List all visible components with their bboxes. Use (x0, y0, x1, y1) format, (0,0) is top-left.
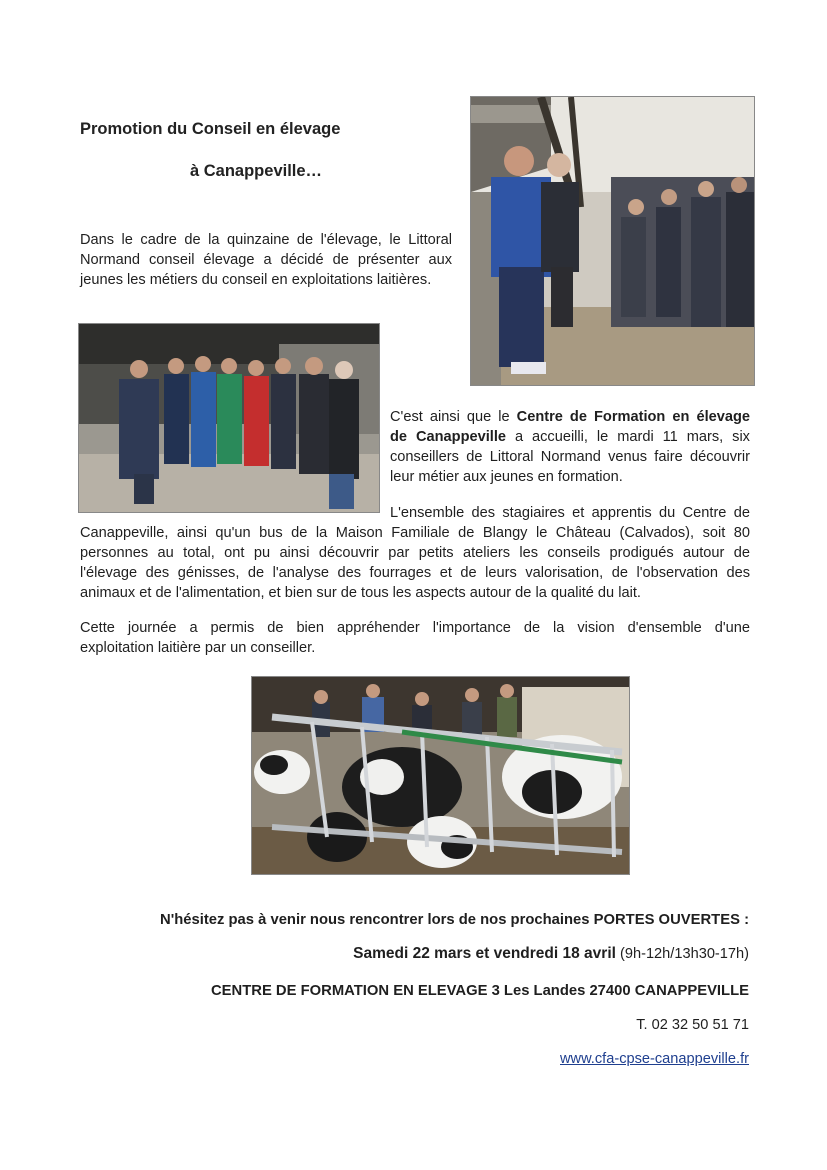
address: CENTRE DE FORMATION EN ELEVAGE 3 Les Landes 27400 CANAPPEVILLE (210, 983, 749, 999)
para2-text: a accueilli, le mardi 11 mars, six (506, 429, 750, 445)
para-ensemble (80, 503, 750, 603)
open-house-dates (353, 944, 749, 964)
para3-line: L'ensemble des stagiaires et apprentis du Centre de (390, 505, 750, 521)
open-house-invite: N'hésitez pas à venir nous rencontrer lors de nos prochaines PORTES OUVERTES : (160, 912, 749, 928)
intro-line: jeunes les métiers du conseil en exploitations laitières. (80, 272, 432, 288)
phone: T. 02 32 50 51 71 (636, 1017, 749, 1033)
para3-line: l'élevage des génisses, de l'analyse des fourrages et de leurs valorisation, de l'observation des (80, 565, 750, 581)
para2-bold: de Canappeville (390, 429, 506, 445)
para3-line: Canappeville, ainsi qu'un bus de la Maison Familiale de Blangy le Château (Calvados), soit 80 (80, 525, 750, 541)
para-conclusion (80, 618, 750, 658)
para2-bold: Centre de Formation en élevage (516, 409, 751, 425)
para2-line-3: conseillers de Littoral Normand venus faire découvrir (390, 449, 750, 465)
para3-line: animaux et de l'alimentation, et bien sur de tous les aspects autour de la qualité du lait. (80, 585, 641, 601)
dates-bold: Samedi 22 mars et vendredi 18 avril (353, 945, 616, 962)
para2-line-2 (390, 427, 750, 447)
intro-paragraph (80, 230, 452, 290)
para3-line: personnes au total, ont pu ainsi découvrir par petits ateliers les conseils prodigués autour de (80, 545, 750, 561)
title-line-2: à Canappeville… (190, 162, 323, 180)
para4-line: Cette journée a permis de bien appréhender l'importance de la vision d'ensemble d'une (80, 620, 750, 636)
intro-line: Dans le cadre de la quinzaine de l'élevage, le Littoral (80, 232, 452, 248)
para2-line-1 (390, 407, 750, 427)
photo-group-barn (78, 323, 380, 513)
para2-text: C'est ainsi que le (390, 409, 517, 425)
intro-line: Normand conseil élevage a décidé de présenter aux (80, 252, 452, 268)
website-link[interactable]: www.cfa-cpse-canappeville.fr (560, 1051, 749, 1067)
title-line-1: Promotion du Conseil en élevage (80, 120, 341, 138)
para2-line-4: leur métier aux jeunes en formation. (390, 469, 623, 485)
photo-cows-feeding (251, 676, 630, 875)
dates-hours: (9h-12h/13h30-17h) (615, 946, 749, 962)
photo-advisor-presentation (470, 96, 755, 386)
para-centre-formation (390, 407, 750, 487)
para4-line: exploitation laitière par un conseiller. (80, 640, 316, 656)
